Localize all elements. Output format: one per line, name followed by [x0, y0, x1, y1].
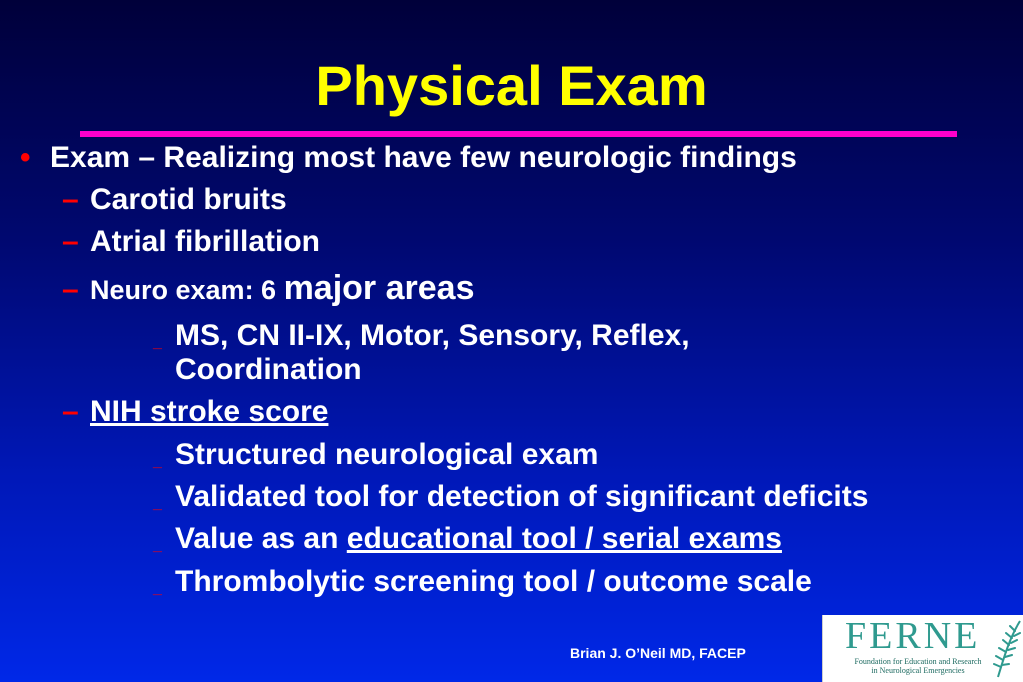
- sub-marker: _: [153, 537, 162, 554]
- sub-marker: _: [153, 495, 162, 512]
- detail-structured: [153, 440, 598, 470]
- author-footer: Brian J. O’Neil MD, FACEP: [570, 645, 746, 661]
- detail-thrombolytic: [153, 567, 812, 597]
- detail-text: Validated tool for detection of significant deficits: [175, 480, 869, 513]
- ferne-logo: [822, 615, 1023, 682]
- detail-validated: [153, 482, 868, 512]
- fern-leaf-icon: [990, 617, 1023, 680]
- subitem-atrial: [62, 227, 320, 257]
- logo-subtitle-line-1: Foundation for Education and Research: [854, 657, 982, 666]
- sub-marker: _: [153, 453, 162, 470]
- dash-marker: –: [62, 395, 79, 428]
- logo-subtitle: [843, 658, 993, 676]
- dash-marker: –: [62, 273, 79, 306]
- detail-neuro-areas-cont: [175, 355, 362, 385]
- subitem-text: Atrial fibrillation: [90, 225, 321, 258]
- subitem-text-underlined: NIH stroke score: [90, 395, 329, 428]
- logo-subtitle-line-2: in Neurological Emergencies: [871, 665, 965, 675]
- subitem-text: Carotid bruits: [90, 183, 287, 216]
- detail-text: MS, CN II-IX, Motor, Sensory, Reflex,: [175, 319, 690, 352]
- title-divider: [80, 131, 957, 137]
- subitem-emphasis: major areas: [283, 269, 475, 307]
- subitem-text: Neuro exam: 6: [90, 275, 284, 305]
- bullet-marker: •: [20, 141, 31, 174]
- dash-marker: –: [62, 183, 79, 216]
- slide-title: Physical Exam: [315, 54, 708, 117]
- subitem-carotid: [62, 185, 287, 215]
- detail-text: Structured neurological exam: [175, 438, 599, 471]
- bullet-item-exam: [20, 143, 797, 173]
- sub-marker: _: [153, 334, 162, 351]
- detail-text-underlined: educational tool / serial exams: [346, 522, 782, 555]
- sub-marker: _: [153, 580, 162, 597]
- bullet-text: Exam – Realizing most have few neurologic findings: [50, 141, 797, 174]
- subitem-neuro-exam: [62, 271, 474, 305]
- logo-wordmark: FERNE: [845, 615, 981, 657]
- detail-neuro-areas: [153, 321, 690, 351]
- subitem-nih-score: [62, 397, 328, 427]
- detail-text: Thrombolytic screening tool / outcome scale: [175, 565, 812, 598]
- detail-text: Coordination: [175, 353, 362, 386]
- detail-text: Value as an: [175, 522, 347, 555]
- detail-value: [153, 524, 782, 554]
- dash-marker: –: [62, 225, 79, 258]
